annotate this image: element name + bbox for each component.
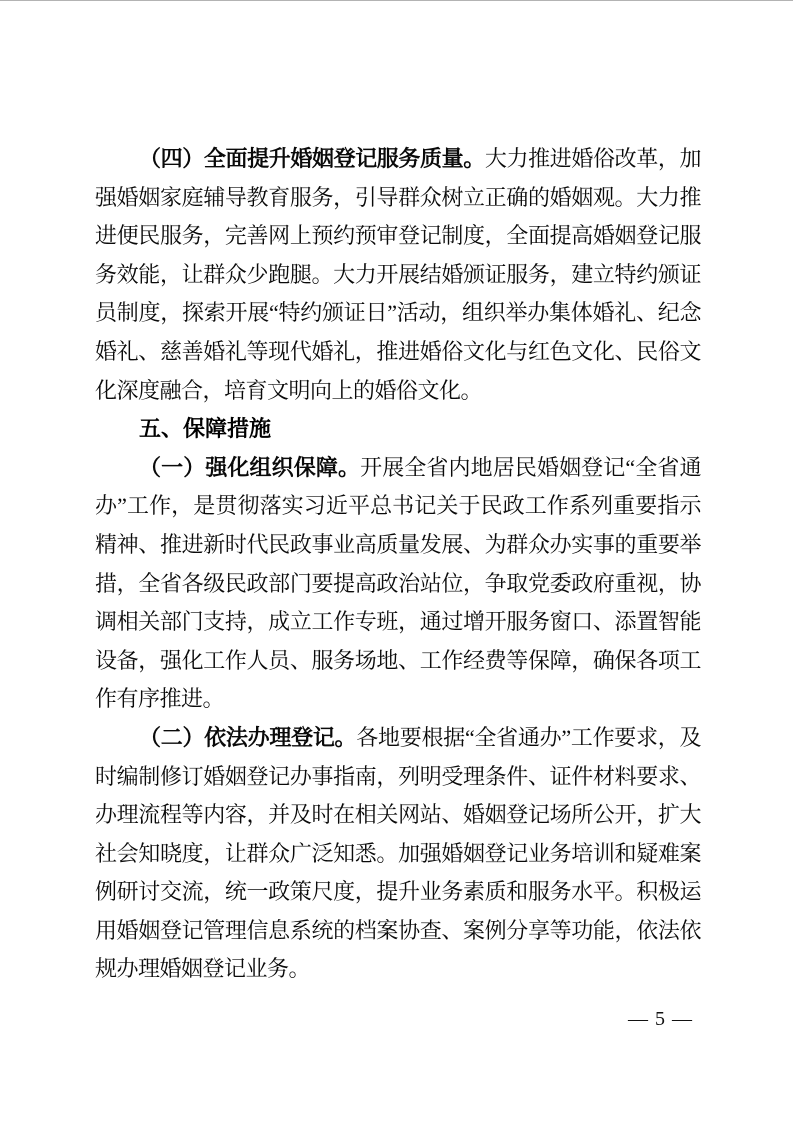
- page-number: — 5 —: [628, 1008, 693, 1030]
- paragraph-body-item-two: 各地要根据“全省通办”工作要求，及时编制修订婚姻登记办事指南，列明受理条件、证件材料要求、办理流程等内容，并及时在相关网站、婚姻登记场所公开，扩大社会知晓度，让群众广泛知悉。加强婚姻登记业务培训和疑难案例研讨交流，统一政策尺度，提升业务素质和服务水平。积极运用婚姻登记管理信息系统的档案协查、案例分享等功能，依法依规办理婚姻登记业务。: [95, 724, 701, 982]
- paragraph-lead-item-four: （四）全面提升婚姻登记服务质量。: [139, 146, 485, 171]
- paragraph-item-two: [95, 719, 701, 989]
- paragraph-lead-item-two: （二）依法办理登记。: [139, 724, 357, 750]
- scan-top-edge-line: [0, 0, 793, 1]
- section-heading-five: 五、保障措施: [139, 416, 272, 442]
- paragraph-body-item-four: 大力推进婚俗改革，加强婚姻家庭辅导教育服务，引导群众树立正确的婚姻观。大力推进便民服务，完善网上预约预审登记制度，全面提高婚姻登记服务效能，让群众少跑腿。大力开展结婚颁证服务，建立特约颁证员制度，探索开展“特约颁证日”活动，组织举办集体婚礼、纪念婚礼、慈善婚礼等现代婚礼，推进婚俗文化与红色文化、民俗文化深度融合，培育文明向上的婚俗文化。: [95, 146, 701, 403]
- paragraph-item-one: [95, 449, 701, 719]
- paragraph-lead-item-one: （一）强化组织保障。: [139, 454, 361, 480]
- paragraph-body-item-one: 开展全省内地居民婚姻登记“全省通办”工作，是贯彻落实习近平总书记关于民政工作系列重要指示精神、推进新时代民政事业高质量发展、为群众办实事的重要举措，全省各级民政部门要提高政治站位，争取党委政府重视，协调相关部门支持，成立工作专班，通过增开服务窗口、添置智能设备，强化工作人员、服务场地、工作经费等保障，确保各项工作有序推进。: [95, 454, 701, 712]
- paragraph-item-four: [95, 140, 701, 410]
- document-text-block: [95, 140, 701, 989]
